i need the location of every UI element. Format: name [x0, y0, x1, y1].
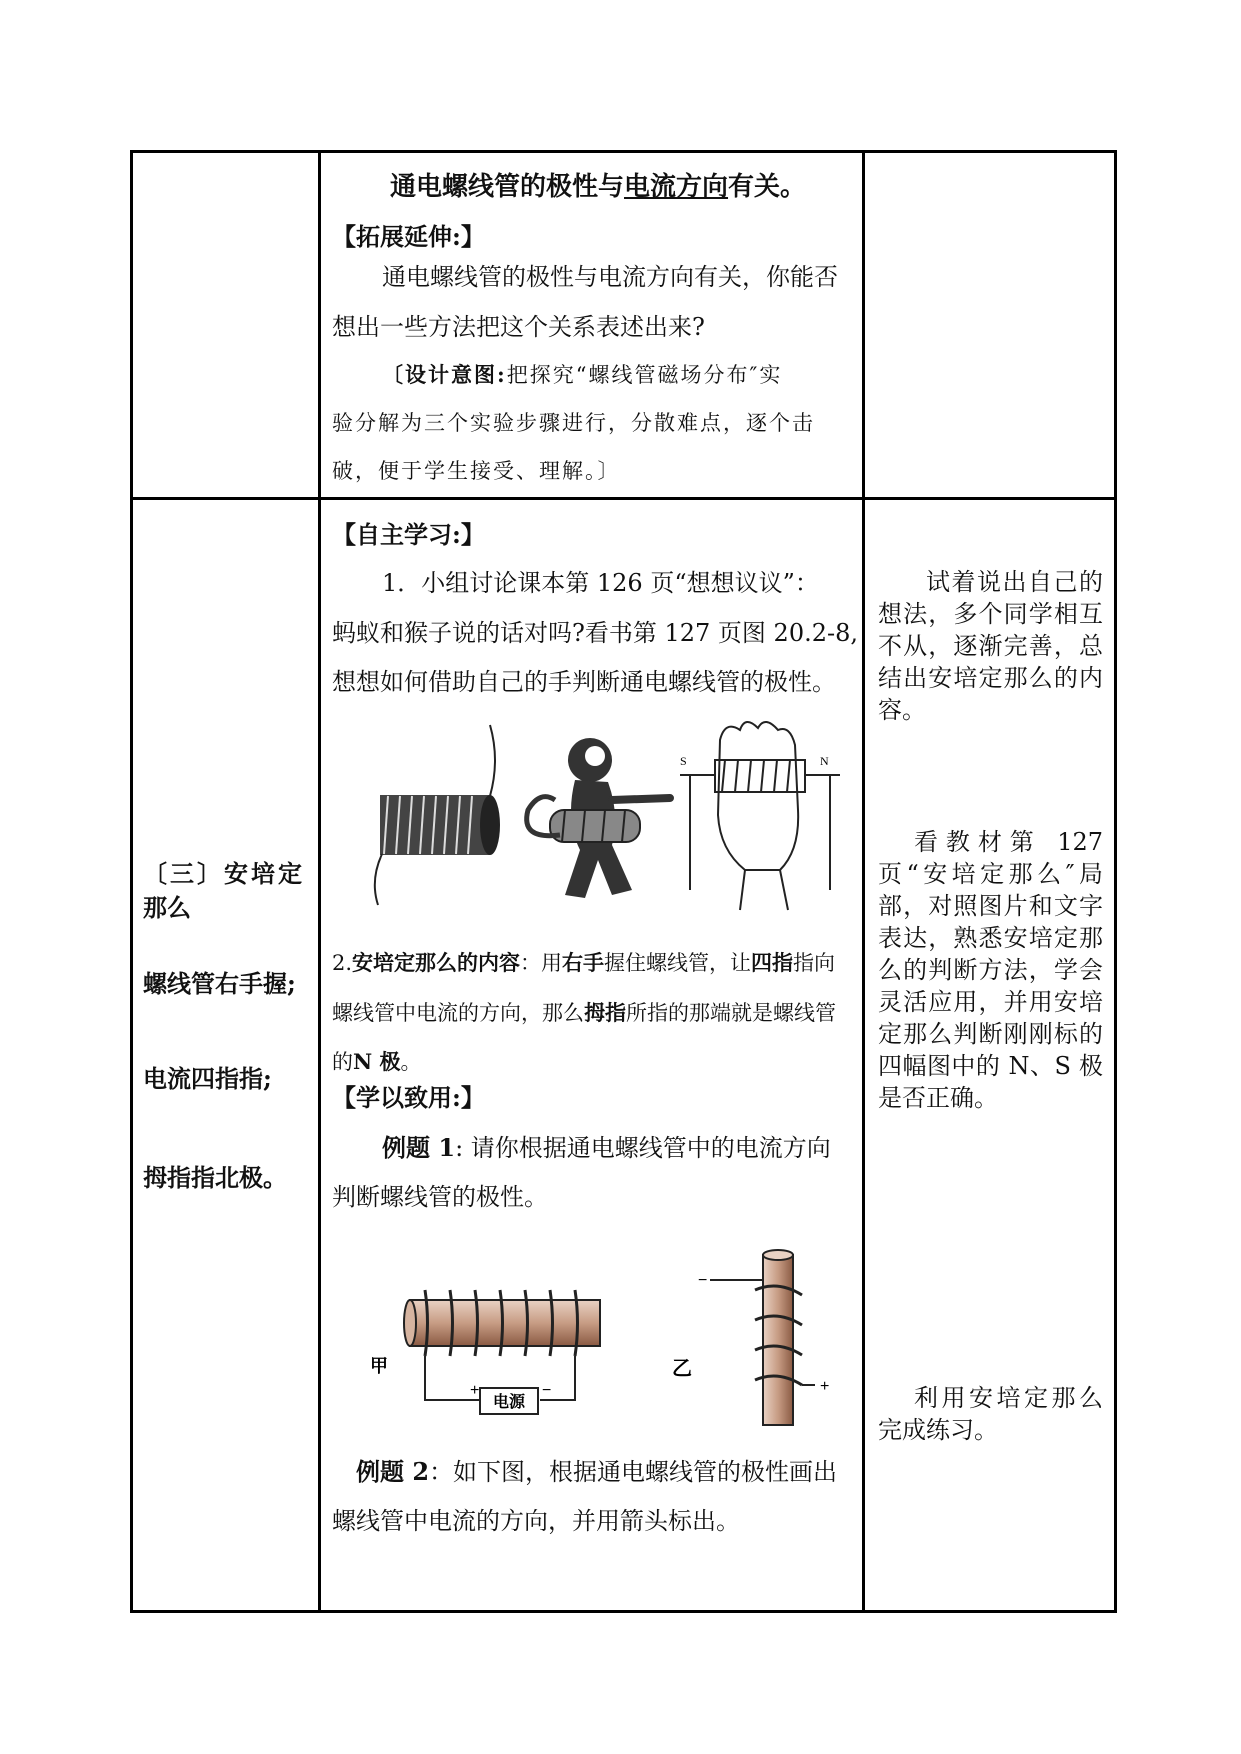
- example-2-line-2: 螺线管中电流的方向，并用箭头标出。: [332, 1507, 740, 1535]
- headline: 通电螺线管的极性与电流方向有关。: [390, 172, 807, 202]
- power-supply-label: 电源: [492, 1394, 526, 1411]
- design-intent-line-3: 破，便于学生接受、理解。〕: [332, 459, 621, 483]
- design-intent-line-1: 〔设计意图:把探究“螺线管磁场分布″实: [382, 362, 783, 387]
- minus-sign: −: [542, 1382, 552, 1399]
- ampere-rule-line-2: 螺线管中电流的方向，那么拇指所指的那端就是螺线管: [332, 1000, 836, 1025]
- rhyme-line-2: 电流四指指;: [143, 1064, 272, 1093]
- yi-minus-sign: −: [698, 1272, 708, 1289]
- column-divider-2: [862, 153, 865, 1610]
- yi-plus-sign: +: [820, 1378, 830, 1395]
- right-hand-grip-illustration: [680, 722, 840, 910]
- pole-label-s: S: [680, 754, 687, 768]
- plus-sign: +: [470, 1382, 480, 1399]
- solenoid-yi: [672, 1250, 829, 1425]
- column-divider-1: [318, 153, 321, 1610]
- section-title-line-2: 那么: [143, 893, 191, 922]
- apply-heading: 【学以致用:】: [332, 1083, 485, 1112]
- question-1-line-1: 1．小组讨论课本第 126 页“想想议议”：: [382, 569, 819, 597]
- label-yi: 乙: [672, 1356, 692, 1380]
- example-2-line-1: 例题 2：如下图，根据通电螺线管的极性画出: [356, 1457, 838, 1486]
- pole-label-n: N: [820, 754, 829, 768]
- example-1-line-1: 例题 1: 请你根据通电螺线管中的电流方向: [382, 1133, 831, 1162]
- self-study-heading: 【自主学习:】: [332, 520, 485, 549]
- extend-heading: 【拓展延伸:】: [332, 222, 485, 251]
- rhyme-line-1: 螺线管右手握;: [143, 969, 296, 998]
- teacher-note-2: 看教材第 127 页“安培定那么″局部，对照图片和文字表达，熟悉安培定那么的判断方法，学会灵活应用，并用安培定那么判断刚刚标的四幅图中的 N、S 极是否正确。: [878, 828, 1103, 1112]
- monkey-illustration: [527, 738, 670, 898]
- design-intent-line-2: 验分解为三个实验步骤进行，分散难点，逐个击: [332, 411, 815, 435]
- extend-line-2: 想出一些方法把这个关系表述出来?: [332, 313, 705, 341]
- ampere-rule-line-3: 的N 极。: [332, 1049, 422, 1074]
- solenoid-jia: [370, 1290, 600, 1414]
- extend-line-1: 通电螺线管的极性与电流方向有关，你能否: [382, 263, 838, 291]
- section-title-line-1: 〔三〕安培定: [143, 859, 305, 888]
- teacher-note-3: 利用安培定那么完成练习。: [878, 1384, 1103, 1444]
- row-divider: [133, 497, 1114, 500]
- example-1-line-2: 判断螺线管的极性。: [332, 1183, 548, 1211]
- question-1-line-3: 想想如何借助自己的手判断通电螺线管的极性。: [332, 668, 836, 696]
- figure-example-1-solenoids: [370, 1250, 850, 1430]
- question-1-line-2: 蚂蚁和猴子说的话对吗?看书第 127 页图 20.2-8,: [332, 619, 859, 647]
- rhyme-line-3: 拇指指北极。: [143, 1163, 287, 1192]
- solenoid-coil-illustration: [375, 725, 500, 905]
- ampere-rule-line-1: 2.安培定那么的内容：用右手握住螺线管，让四指指向: [332, 950, 836, 975]
- label-jia: 甲: [370, 1356, 388, 1377]
- teacher-note-1: 试着说出自己的想法，多个同学相互不从，逐渐完善，总结出安培定那么的内容。: [878, 568, 1103, 724]
- figure-solenoid-monkey-hand: [350, 720, 860, 920]
